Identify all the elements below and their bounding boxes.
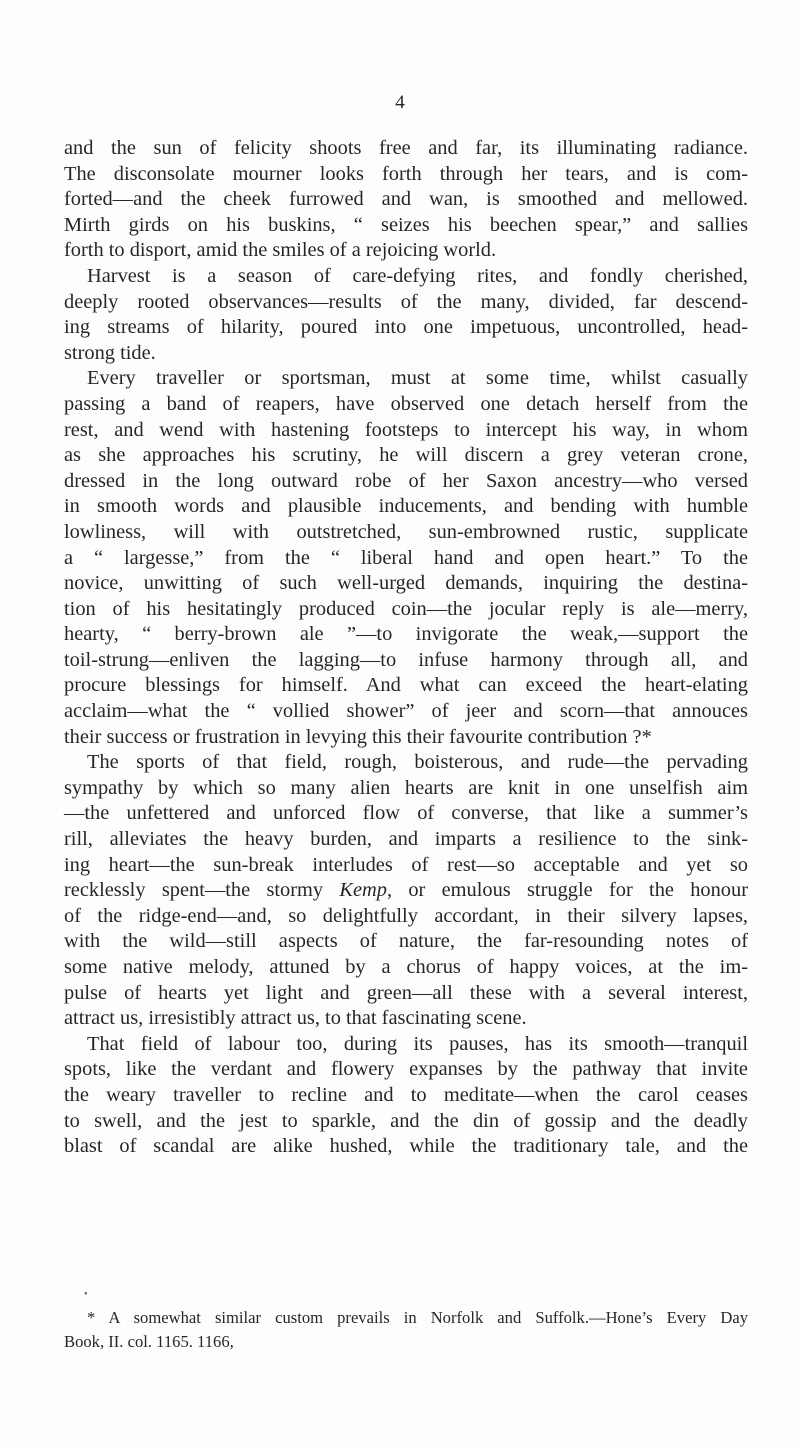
footnote-line: * A somewhat similar custom prevails in Norfolk and Suffolk.—Hone’s Every Day — [87, 1308, 748, 1327]
text-line: ing streams of hilarity, poured into one impetuous, uncontrolled, head- — [64, 316, 748, 339]
text-line: lowliness, will with outstretched, sun-embrowned rustic, supplicate — [64, 520, 748, 543]
text-line: sympathy by which so many alien hearts are knit in one unselfish aim — [64, 776, 748, 799]
text-line: a “ largesse,” from the “ liberal hand and open heart.” To the — [64, 546, 748, 569]
text-line: deeply rooted observances—results of the many, divided, far descend- — [64, 290, 748, 313]
text-line: the weary traveller to recline and to meditate—when the carol ceases — [64, 1083, 748, 1106]
text-line: toil-strung—enliven the lagging—to infuse harmony through all, and — [64, 648, 748, 671]
text-line: hearty, “ berry-brown ale ”—to invigorate the weak,—support the — [64, 623, 748, 646]
text-line: dressed in the long outward robe of her Saxon ancestry—who versed — [64, 469, 748, 492]
body-text — [64, 136, 748, 1160]
text-line: recklessly spent—the stormy Kemp, or emulous struggle for the honour — [64, 879, 748, 902]
text-line: The sports of that field, rough, boisterous, and rude—the pervading — [87, 751, 748, 774]
text-line: That field of labour too, during its pauses, has its smooth—tranquil — [87, 1032, 748, 1055]
text-line: procure blessings for himself. And what can exceed the heart-elating — [64, 674, 748, 697]
text-line: The disconsolate mourner looks forth through her tears, and is com- — [64, 162, 748, 185]
text-line: and the sun of felicity shoots free and far, its illuminating radiance. — [64, 137, 748, 159]
text-line: ing heart—the sun-break interludes of rest—so acceptable and yet so — [64, 853, 748, 876]
text-line: rest, and wend with hastening footsteps to intercept his way, in whom — [64, 418, 748, 441]
text-line: blast of scandal are alike hushed, while the traditionary tale, and the — [64, 1135, 748, 1158]
text-line: spots, like the verdant and flowery expanses by the pathway that invite — [64, 1058, 748, 1081]
text-line: in smooth words and plausible inducements, and bending with humble — [64, 495, 748, 518]
text-line: acclaim—what the “ vollied shower” of jeer and scorn—that annouces — [64, 700, 748, 723]
text-line: —the unfettered and unforced flow of converse, that like a summer’s — [64, 802, 748, 825]
page-number: 4 — [395, 92, 405, 113]
text-line: Harvest is a season of care-defying rites, and fondly cherished, — [87, 264, 748, 287]
text-line: their success or frustration in levying this their favourite contribution ?* — [64, 725, 652, 748]
text-line: pulse of hearts yet light and green—all these with a several interest, — [64, 981, 748, 1004]
text-line: forted—and the cheek furrowed and wan, is smoothed and mellowed. — [64, 188, 748, 211]
text-line: tion of his hesitatingly produced coin—the jocular reply is ale—merry, — [64, 597, 748, 620]
text-line: some native melody, attuned by a chorus of happy voices, at the im- — [64, 956, 748, 978]
text-line: attract us, irresistibly attract us, to that fascinating scene. — [64, 1007, 527, 1030]
text-line: to swell, and the jest to sparkle, and the din of gossip and the deadly — [64, 1109, 748, 1132]
text-line: passing a band of reapers, have observed one detach herself from the — [64, 392, 748, 415]
text-line: strong tide. — [64, 341, 156, 364]
text-line: Every traveller or sportsman, must at some time, whilst casually — [87, 367, 748, 390]
text-line: rill, alleviates the heavy burden, and imparts a resilience to the sink- — [64, 828, 748, 851]
footnote-separator-mark: • — [84, 1289, 88, 1300]
text-line: with the wild—still aspects of nature, the far-resounding notes of — [64, 930, 748, 953]
footnote-line: Book, II. col. 1165. 1166, — [64, 1332, 234, 1351]
footnote — [64, 1306, 748, 1354]
text-line: Mirth girds on his buskins, “ seizes his beechen spear,” and sallies — [64, 213, 748, 236]
text-line: of the ridge-end—and, so delightfully accordant, in their silvery lapses, — [64, 904, 748, 927]
text-line: forth to disport, amid the smiles of a rejoicing world. — [64, 239, 497, 262]
text-line: as she approaches his scrutiny, he will discern a grey veteran crone, — [64, 444, 748, 467]
text-line: novice, unwitting of such well-urged demands, inquiring the destina- — [64, 572, 748, 595]
